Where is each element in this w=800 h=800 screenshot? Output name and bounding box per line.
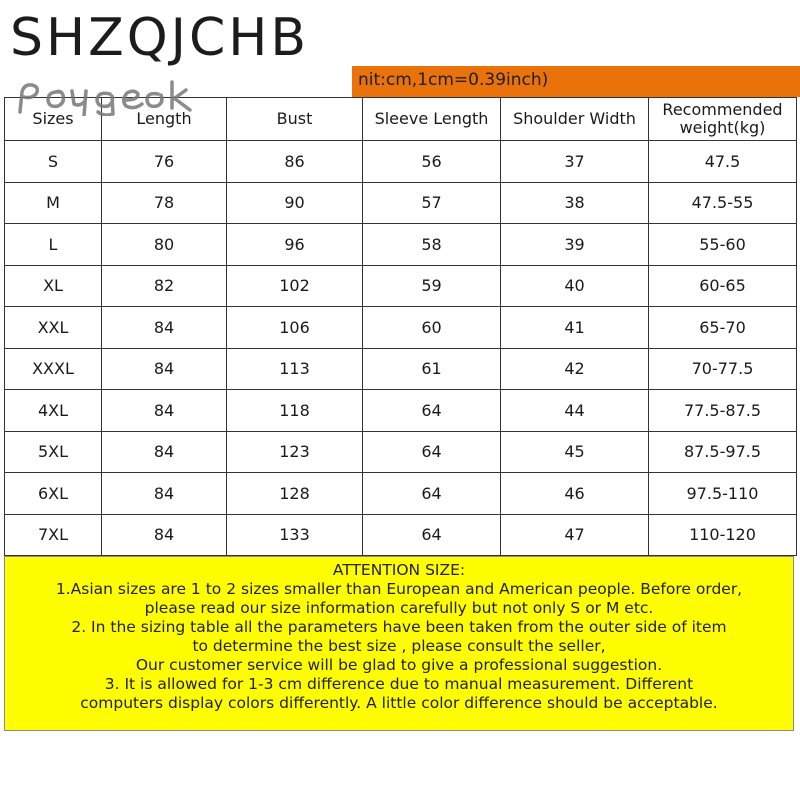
cell-length: 84 <box>102 348 227 390</box>
brand-header <box>0 0 352 66</box>
cell-recommended-weight: 110-120 <box>649 514 797 556</box>
header-shoulder-width: Shoulder Width <box>501 98 649 141</box>
cell-recommended-weight: 70-77.5 <box>649 348 797 390</box>
table-row <box>5 265 797 307</box>
cell-recommended-weight: 60-65 <box>649 265 797 307</box>
attention-line: 3. It is allowed for 1-3 cm difference due to manual measurement. Different <box>104 675 694 693</box>
cell-shoulder-width: 44 <box>501 390 649 432</box>
cell-shoulder-width: 38 <box>501 182 649 224</box>
cell-size: S <box>5 141 102 183</box>
table-row <box>5 182 797 224</box>
table-row <box>5 514 797 556</box>
attention-line: computers display colors differently. A little color difference should be acceptable. <box>80 694 718 712</box>
cell-size: 4XL <box>5 390 102 432</box>
cell-size: M <box>5 182 102 224</box>
attention-title: ATTENTION SIZE: <box>332 561 466 579</box>
cell-sleeve-length: 64 <box>363 431 501 473</box>
unit-note: nit:cm,1cm=0.39inch) <box>358 70 549 90</box>
cell-length: 84 <box>102 514 227 556</box>
cell-length: 84 <box>102 473 227 515</box>
attention-line: to determine the best size , please consult the seller, <box>192 637 606 655</box>
attention-line: 1.Asian sizes are 1 to 2 sizes smaller than European and American people. Before order, <box>55 580 743 598</box>
cell-bust: 128 <box>227 473 363 515</box>
cell-recommended-weight: 65-70 <box>649 307 797 349</box>
header-sizes: Sizes <box>5 98 102 141</box>
cell-size: 7XL <box>5 514 102 556</box>
cell-sleeve-length: 64 <box>363 514 501 556</box>
cell-shoulder-width: 40 <box>501 265 649 307</box>
cell-shoulder-width: 37 <box>501 141 649 183</box>
size-table <box>4 97 797 556</box>
attention-line: please read our size information carefully but not only S or M etc. <box>144 599 654 617</box>
cell-sleeve-length: 64 <box>363 473 501 515</box>
table-row <box>5 224 797 266</box>
brand-name: SHZQJCHB <box>10 8 310 66</box>
table-row <box>5 431 797 473</box>
cell-bust: 123 <box>227 431 363 473</box>
cell-length: 82 <box>102 265 227 307</box>
table-header-row <box>5 98 797 141</box>
size-table-body <box>5 141 797 556</box>
table-row <box>5 473 797 515</box>
cell-sleeve-length: 61 <box>363 348 501 390</box>
cell-sleeve-length: 60 <box>363 307 501 349</box>
cell-bust: 86 <box>227 141 363 183</box>
cell-bust: 133 <box>227 514 363 556</box>
cell-recommended-weight: 47.5-55 <box>649 182 797 224</box>
cell-shoulder-width: 42 <box>501 348 649 390</box>
cell-sleeve-length: 57 <box>363 182 501 224</box>
cell-shoulder-width: 46 <box>501 473 649 515</box>
cell-bust: 90 <box>227 182 363 224</box>
cell-sleeve-length: 59 <box>363 265 501 307</box>
table-row <box>5 390 797 432</box>
cell-length: 78 <box>102 182 227 224</box>
cell-bust: 96 <box>227 224 363 266</box>
cell-recommended-weight: 87.5-97.5 <box>649 431 797 473</box>
cell-bust: 118 <box>227 390 363 432</box>
cell-bust: 106 <box>227 307 363 349</box>
cell-bust: 113 <box>227 348 363 390</box>
table-row <box>5 348 797 390</box>
cell-length: 76 <box>102 141 227 183</box>
attention-line: 2. In the sizing table all the parameters have been taken from the outer side of item <box>71 618 727 636</box>
cell-size: XL <box>5 265 102 307</box>
header-recommended-weight: Recommended weight(kg) <box>649 98 797 141</box>
cell-sleeve-length: 58 <box>363 224 501 266</box>
table-row <box>5 307 797 349</box>
cell-bust: 102 <box>227 265 363 307</box>
cell-size: 6XL <box>5 473 102 515</box>
attention-box <box>4 556 794 731</box>
cell-size: L <box>5 224 102 266</box>
cell-shoulder-width: 47 <box>501 514 649 556</box>
cell-size: 5XL <box>5 431 102 473</box>
header-length: Length <box>102 98 227 141</box>
attention-line: Our customer service will be glad to give a professional suggestion. <box>135 656 663 674</box>
cell-shoulder-width: 41 <box>501 307 649 349</box>
cell-shoulder-width: 45 <box>501 431 649 473</box>
cell-size: XXL <box>5 307 102 349</box>
cell-sleeve-length: 56 <box>363 141 501 183</box>
cell-length: 84 <box>102 307 227 349</box>
cell-recommended-weight: 77.5-87.5 <box>649 390 797 432</box>
cell-recommended-weight: 55-60 <box>649 224 797 266</box>
header-bust: Bust <box>227 98 363 141</box>
cell-length: 80 <box>102 224 227 266</box>
cell-recommended-weight: 97.5-110 <box>649 473 797 515</box>
cell-size: XXXL <box>5 348 102 390</box>
unit-banner <box>352 66 800 97</box>
cell-length: 84 <box>102 431 227 473</box>
cell-length: 84 <box>102 390 227 432</box>
header-sleeve-length: Sleeve Length <box>363 98 501 141</box>
cell-recommended-weight: 47.5 <box>649 141 797 183</box>
cell-sleeve-length: 64 <box>363 390 501 432</box>
cell-shoulder-width: 39 <box>501 224 649 266</box>
table-row <box>5 141 797 183</box>
